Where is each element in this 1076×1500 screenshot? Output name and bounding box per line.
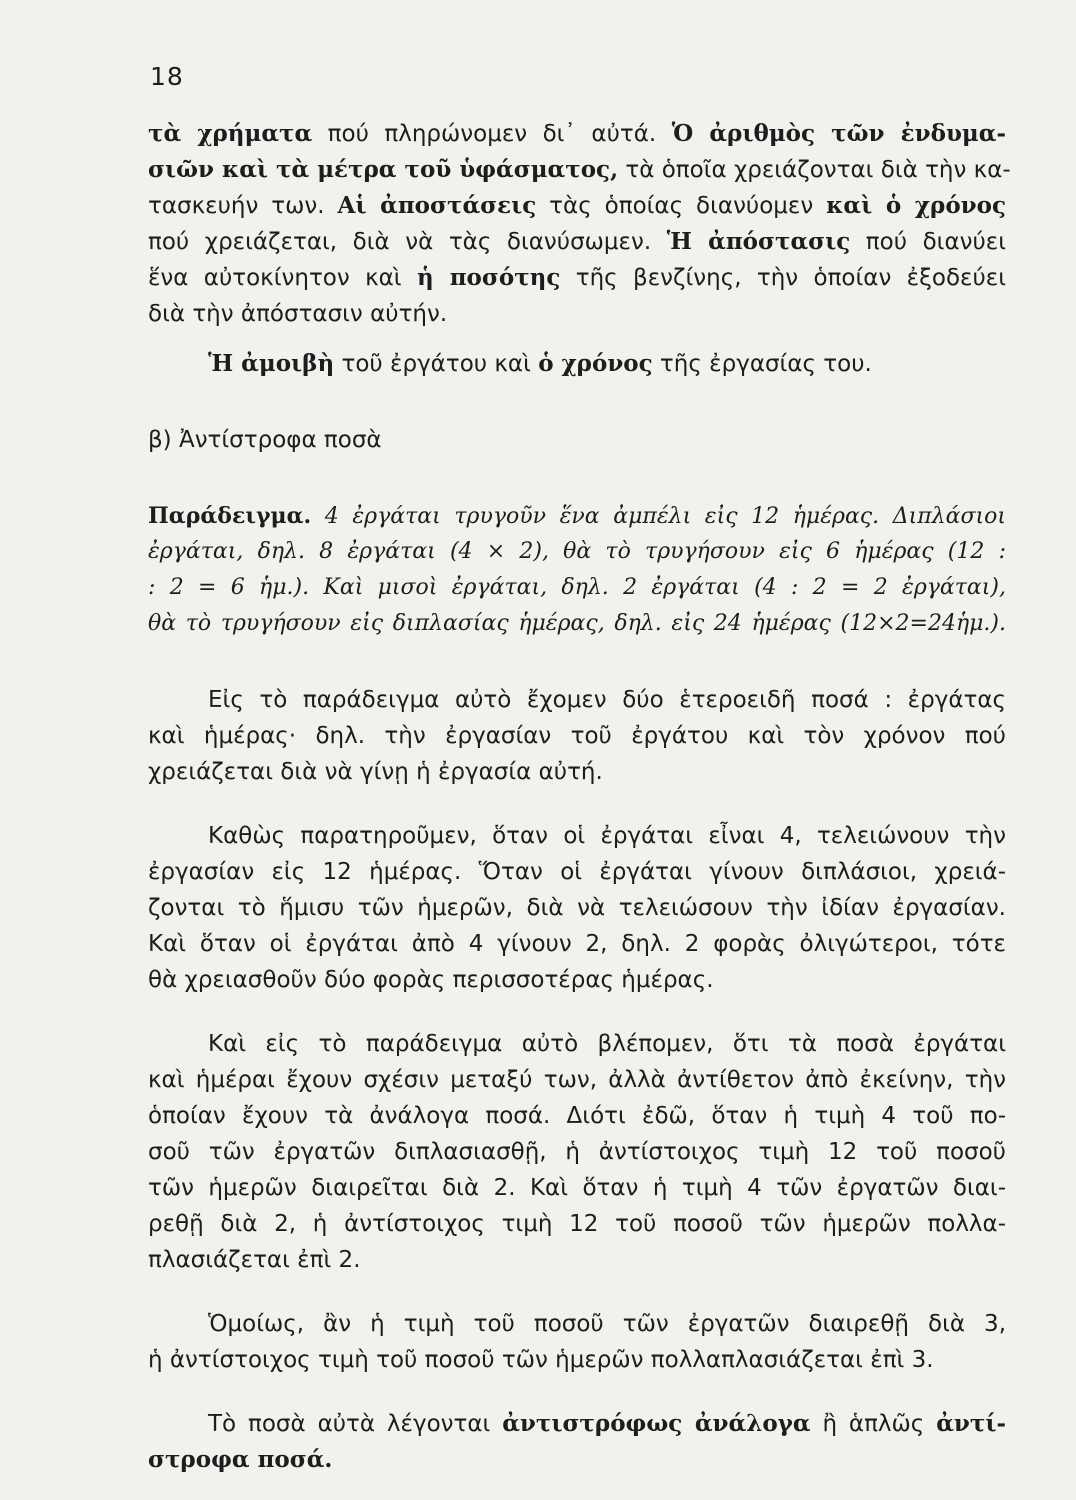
text-line: θὰ τὸ τρυγήσουν εἰς διπλασίας ἡμέρας, δηλ. εἰς 24 ἡμέρας (12×2=24ἡμ.).: [148, 611, 1006, 636]
paragraph: [148, 818, 1006, 998]
example-label: Παράδειγμα.: [148, 503, 312, 529]
text-line: ἐργάται, δηλ. 8 ἐργάται (4 × 2), θὰ τὸ τρυγήσουν εἰς 6 ἡμέρας (12 :: [148, 539, 1006, 564]
text-line: θὰ χρειασθοῦν δύο φορὰς περισσοτέρας ἡμέρας.: [148, 967, 714, 993]
section-heading: [148, 422, 1006, 458]
text-line: πού χρειάζεται, διὰ νὰ τὰς διανύσωμεν. Ἡ ἀπόστασις πού διανύει: [148, 228, 1006, 255]
section-title: β) Ἀντίστροφα ποσὰ: [148, 427, 382, 453]
paragraph: [148, 682, 1006, 790]
text-line: Ὁμοίως, ἂν ἡ τιμὴ τοῦ ποσοῦ τῶν ἐργατῶν διαιρεθῇ διὰ 3,: [208, 1311, 1006, 1337]
text-line: Ἡ ἀμοιβὴ τοῦ ἐργάτου καὶ ὁ χρόνος τῆς ἐργασίας του.: [208, 350, 872, 377]
text-line: Παράδειγμα. 4 ἐργάται τρυγοῦν ἕνα ἀμπέλι εἰς 12 ἡμέρας. Διπλάσιοι: [148, 503, 1006, 529]
text-line: πλασιάζεται ἐπὶ 2.: [148, 1247, 361, 1273]
text-line: καὶ ἡμέραι ἔχουν σχέσιν μεταξύ των, ἀλλὰ ἀντίθετον ἀπὸ ἐκείνην, τὴν: [148, 1067, 1006, 1093]
text-line: ζονται τὸ ἥμισυ τῶν ἡμερῶν, διὰ νὰ τελειώσουν τὴν ἰδίαν ἐργασίαν.: [148, 895, 1006, 921]
text-line: ἡ ἀντίστοιχος τιμὴ τοῦ ποσοῦ τῶν ἡμερῶν πολλαπλασιάζεται ἐπὶ 3.: [148, 1347, 934, 1373]
text-line: Καὶ εἰς τὸ παράδειγμα αὐτὸ βλέπομεν, ὅτι τὰ ποσὰ ἐργάται: [208, 1031, 1006, 1057]
text-line: Τὸ ποσὰ αὐτὰ λέγονται ἀντιστρόφως ἀνάλογα ἢ ἁπλῶς ἀντί-: [208, 1410, 1006, 1437]
text-line: σοῦ τῶν ἐργατῶν διπλασιασθῇ, ἡ ἀντίστοιχος τιμὴ 12 τοῦ ποσοῦ: [148, 1139, 1006, 1165]
page-body: [148, 116, 1011, 1478]
paragraph-continuation: [148, 116, 1011, 332]
example-block: [148, 498, 1006, 642]
text-line: τασκευήν των. Αἱ ἀποστάσεις τὰς ὁποίας διανύομεν καὶ ὁ χρόνος: [148, 192, 1006, 219]
paragraph-wages: [148, 346, 1006, 382]
text-line: Καθὼς παρατηροῦμεν, ὅταν οἱ ἐργάται εἶναι 4, τελειώνουν τὴν: [208, 823, 1006, 849]
paragraph-definition: [148, 1406, 1006, 1478]
text-line: σιῶν καὶ τὰ μέτρα τοῦ ὑφάσματος, τὰ ὁποῖα χρειάζονται διὰ τὴν κα-: [148, 156, 1011, 183]
text-line: ὁποίαν ἔχουν τὰ ἀνάλογα ποσά. Διότι ἐδῶ, ὅταν ἡ τιμὴ 4 τοῦ πο-: [148, 1103, 1006, 1129]
text-line: ἐργασίαν εἰς 12 ἡμέρας. Ὅταν οἱ ἐργάται γίνουν διπλάσιοι, χρειά-: [148, 859, 1006, 885]
page-number: 18: [150, 62, 184, 91]
text-line: Καὶ ὅταν οἱ ἐργάται ἀπὸ 4 γίνουν 2, δηλ. 2 φορὰς ὀλιγώτεροι, τότε: [148, 931, 1006, 957]
text-line: τῶν ἡμερῶν διαιρεῖται διὰ 2. Καὶ ὅταν ἡ τιμὴ 4 τῶν ἐργατῶν διαι-: [148, 1175, 1006, 1201]
text-line: στροφα ποσά.: [148, 1446, 333, 1473]
text-line: Εἰς τὸ παράδειγμα αὐτὸ ἔχομεν δύο ἑτεροειδῆ ποσά : ἐργάτας: [208, 687, 1006, 713]
text-line: τὰ χρήματα πού πληρώνομεν δι᾽ αὐτά. Ὁ ἀριθμὸς τῶν ἐνδυμα-: [148, 120, 1006, 147]
paragraph: [148, 1306, 1006, 1378]
paragraph: [148, 1026, 1006, 1278]
text-line: χρειάζεται διὰ νὰ γίνῃ ἡ ἐργασία αὐτή.: [148, 759, 603, 785]
text-line: καὶ ἡμέρας· δηλ. τὴν ἐργασίαν τοῦ ἐργάτου καὶ τὸν χρόνον πού: [148, 723, 1006, 749]
text-line: : 2 = 6 ἡμ.). Καὶ μισοὶ ἐργάται, δηλ. 2 ἐργάται (4 : 2 = 2 ἐργάται),: [148, 575, 1006, 600]
text-line: ἕνα αὐτοκίνητον καὶ ἡ ποσότης τῆς βενζίνης, τὴν ὁποίαν ἐξοδεύει: [148, 264, 1006, 291]
text-line: διὰ τὴν ἀπόστασιν αὐτήν.: [148, 301, 448, 327]
text-line: ρεθῇ διὰ 2, ἡ ἀντίστοιχος τιμὴ 12 τοῦ ποσοῦ τῶν ἡμερῶν πολλα-: [148, 1211, 1006, 1237]
